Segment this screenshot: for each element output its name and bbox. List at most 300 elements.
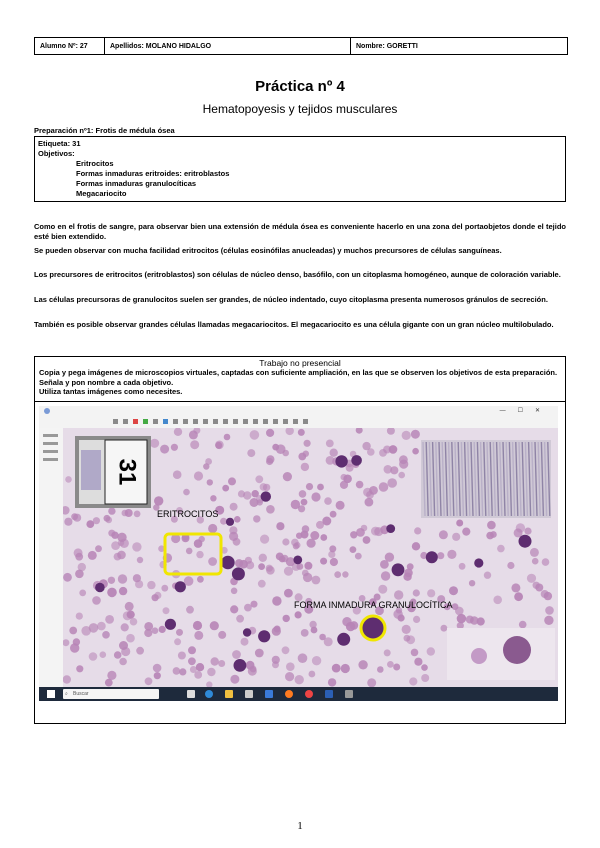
red-blood-cell bbox=[276, 522, 284, 530]
paragraph: Los precursores de eritrocitos (eritroblastos) son células de núcleo denso, basófilo, con un citoplasma homogéneo, aunque de coloración variable. bbox=[34, 270, 561, 279]
objective-item: Eritrocitos bbox=[76, 159, 114, 168]
red-blood-cell bbox=[250, 666, 257, 673]
red-blood-cell bbox=[118, 574, 127, 583]
red-blood-cell bbox=[259, 554, 267, 562]
red-blood-cell bbox=[449, 586, 458, 595]
red-blood-cell bbox=[208, 557, 217, 566]
red-blood-cell bbox=[411, 430, 420, 439]
red-blood-cell bbox=[447, 550, 456, 559]
nucleated-cell bbox=[519, 535, 532, 548]
red-blood-cell bbox=[403, 573, 411, 581]
red-blood-cell bbox=[188, 646, 196, 654]
red-blood-cell bbox=[414, 527, 421, 534]
red-blood-cell bbox=[427, 589, 435, 597]
nucleated-cell bbox=[392, 563, 405, 576]
red-blood-cell bbox=[311, 492, 320, 501]
red-blood-cell bbox=[107, 588, 117, 598]
red-blood-cell bbox=[153, 664, 162, 673]
red-blood-cell bbox=[161, 585, 168, 592]
red-blood-cell bbox=[230, 605, 238, 613]
red-blood-cell bbox=[362, 442, 370, 450]
red-blood-cell bbox=[281, 555, 288, 562]
browser-favicon-icon bbox=[44, 408, 50, 414]
red-blood-cell bbox=[379, 482, 389, 492]
red-blood-cell bbox=[312, 576, 321, 585]
red-blood-cell bbox=[363, 536, 371, 544]
red-blood-cell bbox=[144, 622, 153, 631]
red-blood-cell bbox=[171, 444, 178, 451]
red-blood-cell bbox=[399, 455, 408, 464]
objectives-label: Objetivos: bbox=[38, 149, 75, 158]
red-blood-cell bbox=[250, 430, 260, 440]
red-blood-cell bbox=[439, 530, 448, 539]
red-blood-cell bbox=[255, 649, 264, 658]
objective-item: Megacariocito bbox=[76, 189, 127, 198]
red-blood-cell bbox=[532, 558, 539, 565]
red-blood-cell bbox=[253, 515, 260, 522]
red-blood-cell bbox=[302, 525, 310, 533]
red-blood-cell bbox=[121, 647, 130, 656]
red-blood-cell bbox=[519, 621, 527, 629]
page-subtitle: Hematopoyesis y tejidos musculares bbox=[202, 102, 398, 116]
red-blood-cell bbox=[363, 488, 372, 497]
red-blood-cell bbox=[393, 664, 400, 671]
red-blood-cell bbox=[413, 616, 420, 623]
page-title: Práctica nº 4 bbox=[255, 78, 345, 95]
red-blood-cell bbox=[355, 553, 362, 560]
red-blood-cell bbox=[121, 623, 129, 631]
red-blood-cell bbox=[284, 567, 293, 576]
nucleated-cell bbox=[474, 558, 483, 567]
paragraph: Se pueden observar con mucha facilidad eritrocitos (células eosinófilas anucleadas) y muchos precursores de células sanguíneas. bbox=[34, 246, 502, 255]
red-blood-cell bbox=[326, 440, 334, 448]
red-blood-cell bbox=[173, 470, 182, 479]
red-blood-cell bbox=[207, 668, 215, 676]
red-blood-cell bbox=[298, 453, 306, 461]
red-blood-cell bbox=[377, 666, 384, 673]
nucleated-cell bbox=[234, 659, 247, 672]
red-blood-cell bbox=[330, 558, 338, 566]
nucleated-cell bbox=[426, 551, 438, 563]
red-blood-cell bbox=[304, 562, 312, 570]
red-blood-cell bbox=[108, 530, 115, 537]
red-blood-cell bbox=[196, 663, 204, 671]
red-blood-cell bbox=[544, 616, 553, 625]
red-blood-cell bbox=[230, 675, 239, 684]
red-blood-cell bbox=[203, 463, 209, 469]
red-blood-cell bbox=[421, 664, 428, 671]
red-blood-cell bbox=[190, 440, 199, 449]
red-blood-cell bbox=[452, 533, 460, 541]
red-blood-cell bbox=[174, 638, 181, 645]
trabajo-title: Trabajo no presencial bbox=[259, 358, 341, 368]
red-blood-cell bbox=[394, 590, 403, 599]
paragraph: Las células precursoras de granulocitos suelen ser grandes, de núcleo indentado, cuyo citoplasma presenta numerosos gránulos de secreción. bbox=[34, 295, 548, 304]
red-blood-cell bbox=[145, 677, 153, 685]
red-blood-cell bbox=[530, 548, 539, 557]
red-blood-cell bbox=[427, 647, 435, 655]
red-blood-cell bbox=[218, 660, 225, 667]
red-blood-cell bbox=[283, 472, 292, 481]
red-blood-cell bbox=[328, 678, 336, 686]
red-blood-cell bbox=[194, 631, 203, 640]
red-blood-cell bbox=[102, 631, 110, 639]
red-blood-cell bbox=[455, 607, 464, 616]
red-blood-cell bbox=[301, 499, 308, 506]
red-blood-cell bbox=[402, 625, 411, 634]
red-blood-cell bbox=[233, 538, 241, 546]
red-blood-cell bbox=[179, 668, 186, 675]
red-blood-cell bbox=[274, 626, 281, 633]
red-blood-cell bbox=[380, 560, 389, 569]
red-blood-cell bbox=[283, 615, 290, 622]
red-blood-cell bbox=[361, 525, 368, 532]
red-blood-cell bbox=[393, 610, 402, 619]
red-blood-cell bbox=[255, 475, 263, 483]
red-blood-cell bbox=[358, 660, 367, 669]
taskbar-search[interactable] bbox=[63, 689, 159, 699]
red-blood-cell bbox=[381, 571, 390, 580]
red-blood-cell bbox=[266, 505, 275, 514]
red-blood-cell bbox=[387, 478, 397, 488]
red-blood-cell bbox=[306, 483, 313, 490]
windows-taskbar bbox=[39, 687, 558, 701]
objectives-box bbox=[34, 136, 566, 202]
red-blood-cell bbox=[541, 590, 549, 598]
red-blood-cell bbox=[186, 548, 193, 555]
red-blood-cell bbox=[309, 671, 316, 678]
red-blood-cell bbox=[76, 613, 83, 620]
red-blood-cell bbox=[114, 651, 122, 659]
trabajo-header bbox=[35, 357, 565, 402]
red-blood-cell bbox=[239, 560, 248, 569]
microscope-image bbox=[39, 428, 558, 687]
red-blood-cell bbox=[329, 545, 336, 552]
red-blood-cell bbox=[409, 677, 417, 685]
instruction-line: Utiliza tantas imágenes como necesites. bbox=[39, 387, 183, 396]
red-blood-cell bbox=[62, 639, 69, 646]
word-icon[interactable] bbox=[325, 690, 333, 698]
red-blood-cell bbox=[136, 647, 144, 655]
red-blood-cell bbox=[183, 489, 190, 496]
red-blood-cell bbox=[130, 618, 138, 626]
red-blood-cell bbox=[218, 631, 226, 639]
red-blood-cell bbox=[215, 441, 224, 450]
red-blood-cell bbox=[266, 565, 273, 572]
red-blood-cell bbox=[79, 590, 86, 597]
red-blood-cell bbox=[126, 634, 135, 643]
red-blood-cell bbox=[516, 523, 525, 532]
red-blood-cell bbox=[222, 485, 229, 492]
red-blood-cell bbox=[303, 573, 312, 582]
red-blood-cell bbox=[524, 528, 531, 535]
red-blood-cell bbox=[69, 627, 77, 635]
red-blood-cell bbox=[304, 440, 311, 447]
label-etiqueta: Etiqueta: 31 bbox=[38, 139, 81, 148]
red-blood-cell bbox=[284, 589, 293, 598]
nucleated-cell bbox=[386, 524, 395, 533]
red-blood-cell bbox=[535, 584, 543, 592]
student-name: Nombre: GORETTI bbox=[356, 42, 418, 50]
nucleated-cell bbox=[175, 581, 186, 592]
red-blood-cell bbox=[456, 520, 463, 527]
nucleated-cell bbox=[221, 556, 235, 570]
red-blood-cell bbox=[250, 498, 259, 507]
nucleated-cell bbox=[232, 567, 245, 580]
objective-item: Formas inmaduras eritroides: eritroblastos bbox=[76, 169, 230, 178]
red-blood-cell bbox=[236, 615, 244, 623]
red-blood-cell bbox=[132, 542, 141, 551]
nucleated-cell bbox=[165, 619, 176, 630]
red-blood-cell bbox=[95, 545, 102, 552]
red-blood-cell bbox=[108, 507, 115, 514]
red-blood-cell bbox=[379, 449, 387, 457]
red-blood-cell bbox=[295, 611, 302, 618]
red-blood-cell bbox=[332, 664, 341, 673]
red-blood-cell bbox=[224, 434, 231, 441]
red-blood-cell bbox=[310, 531, 319, 540]
red-blood-cell bbox=[147, 581, 155, 589]
red-blood-cell bbox=[484, 572, 491, 579]
paragraph: Como en el frotis de sangre, para observar bien una extensión de médula ósea es conveniente hacerlo en una zona del portaobjetos donde el tejido esté bien extendido. bbox=[34, 222, 566, 241]
red-blood-cell bbox=[384, 649, 391, 656]
red-blood-cell bbox=[334, 571, 341, 578]
red-blood-cell bbox=[64, 518, 72, 526]
browser-chrome bbox=[39, 406, 558, 429]
red-blood-cell bbox=[387, 661, 394, 668]
red-blood-cell bbox=[228, 477, 236, 485]
red-blood-cell bbox=[441, 625, 448, 632]
nucleated-cell bbox=[95, 583, 105, 593]
red-blood-cell bbox=[291, 500, 300, 509]
red-blood-cell bbox=[107, 671, 116, 680]
red-blood-cell bbox=[514, 592, 523, 601]
red-blood-cell bbox=[341, 664, 350, 673]
red-blood-cell bbox=[295, 675, 304, 684]
student-number: Alumno Nº: 27 bbox=[35, 38, 105, 54]
red-blood-cell bbox=[462, 528, 470, 536]
red-blood-cell bbox=[117, 551, 126, 560]
slide-number-label: 31 bbox=[113, 458, 141, 486]
red-blood-cell bbox=[298, 429, 305, 436]
red-blood-cell bbox=[97, 622, 106, 631]
red-blood-cell bbox=[186, 606, 194, 614]
red-blood-cell bbox=[312, 656, 321, 665]
red-blood-cell bbox=[247, 449, 255, 457]
red-blood-cell bbox=[402, 431, 411, 440]
page-number: 1 bbox=[297, 820, 303, 832]
app-icon[interactable] bbox=[345, 690, 353, 698]
red-blood-cell bbox=[266, 429, 274, 437]
instruction-line: Copia y pega imágenes de microscopios virtuales, captadas con suficiente ampliación, en las que se observen los objetivos de esta preparación. Señala y pon nombre a cada objetivo. bbox=[39, 368, 558, 387]
red-blood-cell bbox=[398, 472, 405, 479]
red-blood-cell bbox=[350, 621, 359, 630]
red-blood-cell bbox=[282, 538, 289, 545]
red-blood-cell bbox=[125, 602, 134, 611]
red-blood-cell bbox=[88, 551, 97, 560]
mail-icon[interactable] bbox=[265, 690, 273, 698]
inset-zoom bbox=[447, 628, 555, 680]
red-blood-cell bbox=[173, 667, 181, 675]
paragraph: También es posible observar grandes células llamadas megacariocitos. El megacariocito es una célula gigante con un gran núcleo multilobulado. bbox=[34, 320, 554, 329]
viewer-sidebar bbox=[39, 428, 63, 687]
red-blood-cell bbox=[301, 629, 309, 637]
red-blood-cell bbox=[258, 563, 265, 570]
red-blood-cell bbox=[125, 509, 133, 517]
red-blood-cell bbox=[469, 580, 475, 586]
red-blood-cell bbox=[421, 674, 429, 682]
window-controls-icon: —☐✕ bbox=[499, 408, 552, 414]
red-blood-cell bbox=[389, 445, 398, 454]
red-blood-cell bbox=[210, 495, 216, 501]
red-blood-cell bbox=[298, 653, 308, 663]
red-blood-cell bbox=[243, 491, 251, 499]
red-blood-cell bbox=[154, 496, 163, 505]
red-blood-cell bbox=[208, 524, 217, 533]
nucleated-cell bbox=[293, 556, 302, 565]
search-icon: ⌕ bbox=[65, 691, 68, 697]
red-blood-cell bbox=[71, 513, 78, 520]
red-blood-cell bbox=[89, 623, 99, 633]
red-blood-cell bbox=[324, 497, 332, 505]
red-blood-cell bbox=[178, 652, 186, 660]
store-icon[interactable] bbox=[245, 690, 253, 698]
red-blood-cell bbox=[211, 657, 219, 665]
red-blood-cell bbox=[86, 520, 94, 528]
red-blood-cell bbox=[330, 511, 337, 518]
objective-item: Formas inmaduras granulocíticas bbox=[76, 179, 197, 188]
red-blood-cell bbox=[207, 479, 213, 485]
red-blood-cell bbox=[293, 543, 299, 549]
red-blood-cell bbox=[89, 652, 98, 661]
red-blood-cell bbox=[272, 444, 279, 451]
red-blood-cell bbox=[542, 558, 550, 566]
task-view-icon[interactable] bbox=[187, 690, 195, 698]
nucleated-cell bbox=[226, 518, 234, 526]
red-blood-cell bbox=[117, 533, 126, 542]
red-blood-cell bbox=[137, 557, 143, 563]
red-blood-cell bbox=[232, 650, 241, 659]
red-blood-cell bbox=[74, 548, 83, 557]
red-blood-cell bbox=[134, 511, 141, 518]
red-blood-cell bbox=[127, 611, 135, 619]
red-blood-cell bbox=[317, 484, 324, 491]
nucleated-cell bbox=[335, 455, 347, 467]
red-blood-cell bbox=[545, 606, 554, 615]
red-blood-cell bbox=[176, 629, 183, 636]
red-blood-cell bbox=[457, 614, 466, 623]
trabajo-instructions bbox=[35, 368, 565, 397]
red-blood-cell bbox=[487, 521, 496, 530]
red-blood-cell bbox=[406, 635, 415, 644]
red-blood-cell bbox=[197, 576, 204, 583]
red-blood-cell bbox=[92, 596, 101, 605]
red-blood-cell bbox=[470, 616, 479, 625]
red-blood-cell bbox=[160, 445, 169, 454]
red-blood-cell bbox=[150, 439, 159, 448]
pasted-screenshot bbox=[39, 406, 558, 701]
red-blood-cell bbox=[190, 666, 197, 673]
red-blood-cell bbox=[63, 573, 72, 582]
red-blood-cell bbox=[414, 658, 422, 666]
red-blood-cell bbox=[229, 526, 237, 534]
chrome-icon[interactable] bbox=[305, 690, 313, 698]
nucleated-cell bbox=[337, 633, 350, 646]
red-blood-cell bbox=[459, 563, 466, 570]
red-blood-cell bbox=[194, 471, 203, 480]
file-explorer-icon[interactable] bbox=[225, 690, 233, 698]
nucleated-cell bbox=[351, 455, 362, 466]
red-blood-cell bbox=[108, 577, 115, 584]
red-blood-cell bbox=[342, 571, 348, 577]
red-blood-cell bbox=[490, 531, 497, 538]
red-blood-cell bbox=[65, 476, 72, 483]
red-blood-cell bbox=[272, 661, 279, 668]
red-blood-cell bbox=[412, 448, 419, 455]
red-blood-cell bbox=[193, 621, 202, 630]
red-blood-cell bbox=[374, 527, 383, 536]
red-blood-cell bbox=[63, 675, 71, 683]
red-blood-cell bbox=[437, 552, 444, 559]
firefox-icon[interactable] bbox=[285, 690, 293, 698]
red-blood-cell bbox=[384, 465, 393, 474]
red-blood-cell bbox=[307, 539, 316, 548]
edge-icon[interactable] bbox=[205, 690, 213, 698]
red-blood-cell bbox=[119, 587, 127, 595]
red-blood-cell bbox=[497, 545, 505, 553]
red-blood-cell bbox=[286, 662, 295, 671]
student-header bbox=[34, 37, 568, 55]
red-blood-cell bbox=[301, 463, 309, 471]
granulocitica-marker bbox=[361, 616, 385, 640]
red-blood-cell bbox=[188, 657, 196, 665]
red-blood-cell bbox=[230, 503, 238, 511]
red-blood-cell bbox=[76, 665, 83, 672]
red-blood-cell bbox=[322, 517, 331, 526]
red-blood-cell bbox=[104, 515, 111, 522]
nucleated-cell bbox=[243, 628, 251, 636]
red-blood-cell bbox=[365, 498, 374, 507]
red-blood-cell bbox=[272, 596, 281, 605]
red-blood-cell bbox=[234, 516, 241, 523]
red-blood-cell bbox=[493, 596, 502, 605]
red-blood-cell bbox=[73, 638, 80, 645]
red-blood-cell bbox=[258, 580, 266, 588]
red-blood-cell bbox=[320, 534, 327, 541]
browser-toolbar-icons bbox=[39, 416, 558, 428]
windows-start-icon[interactable] bbox=[47, 690, 55, 698]
red-blood-cell bbox=[78, 563, 86, 571]
red-blood-cell bbox=[100, 651, 107, 658]
red-blood-cell bbox=[356, 481, 364, 489]
red-blood-cell bbox=[159, 626, 166, 633]
red-blood-cell bbox=[330, 449, 338, 457]
slide-label-thumbnail bbox=[75, 436, 151, 508]
red-blood-cell bbox=[378, 585, 387, 594]
red-blood-cell bbox=[309, 621, 316, 628]
red-blood-cell bbox=[319, 634, 326, 641]
red-blood-cell bbox=[411, 649, 419, 657]
red-blood-cell bbox=[326, 456, 335, 465]
overview-thumbnail bbox=[421, 440, 551, 518]
red-blood-cell bbox=[154, 672, 161, 679]
red-blood-cell bbox=[210, 621, 219, 630]
red-blood-cell bbox=[299, 490, 307, 498]
red-blood-cell bbox=[119, 658, 127, 666]
red-blood-cell bbox=[163, 607, 170, 614]
red-blood-cell bbox=[231, 588, 238, 595]
preparation-heading: Preparación nº1: Frotis de médula ósea bbox=[34, 126, 175, 135]
